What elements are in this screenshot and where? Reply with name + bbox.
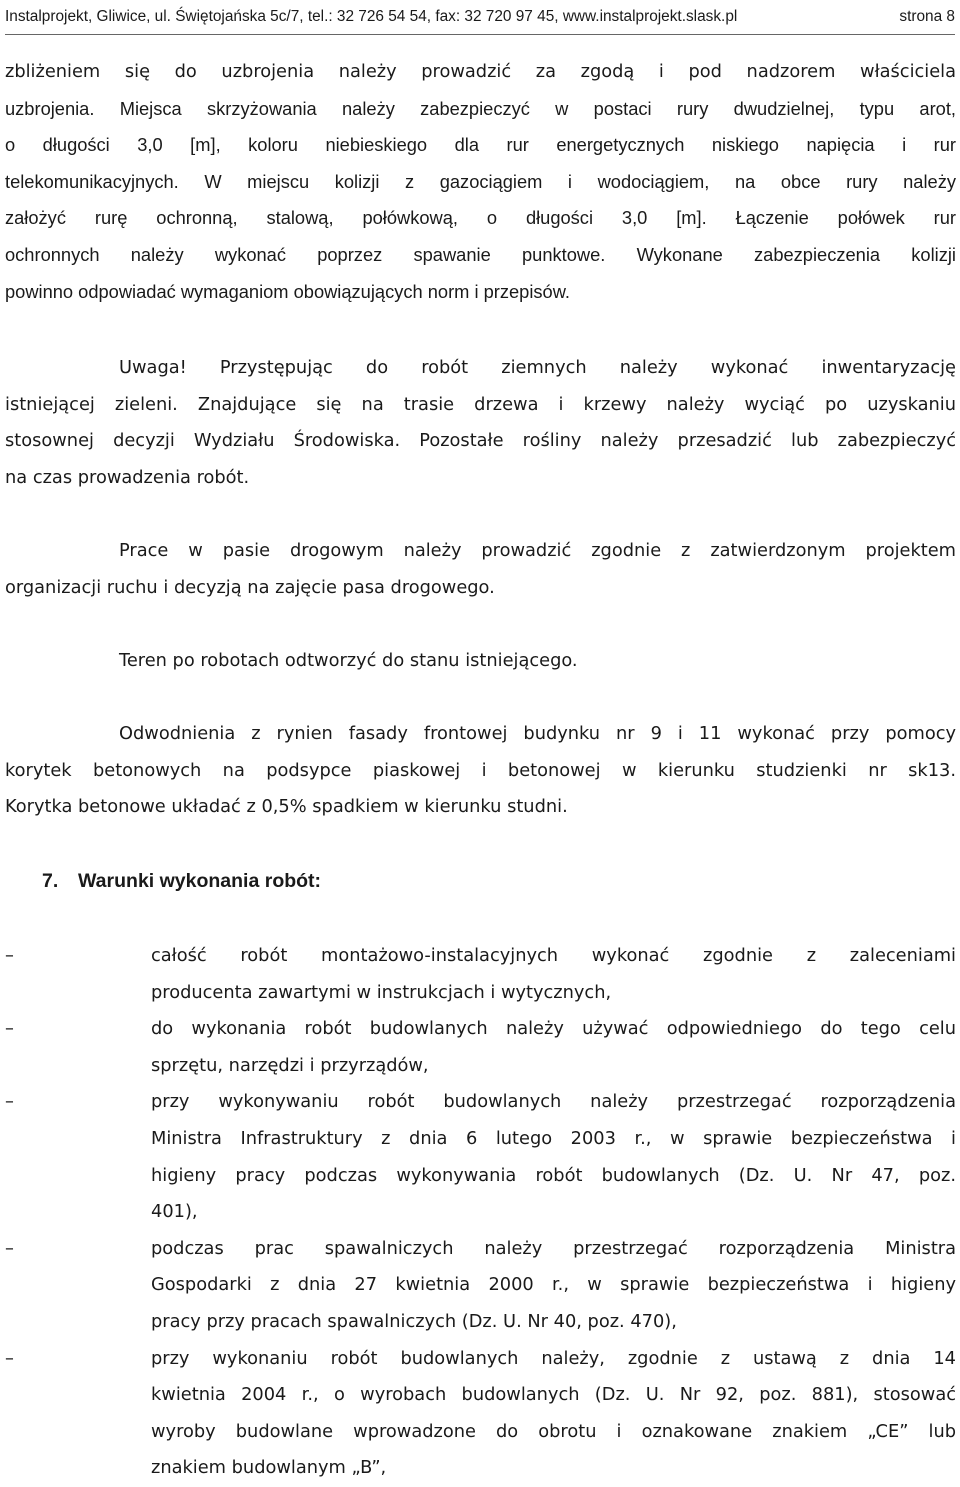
paragraph-line: uzbrojenia. Miejsca skrzyżowania należy zabezpieczyć w postaci rury dwudzielnej, typu arot, [5, 97, 956, 119]
section-number: 7. [42, 870, 59, 892]
section-title-text: Warunki wykonania robót: [78, 870, 322, 892]
paragraph-line: zbliżeniem się do uzbrojenia należy prowadzić za zgodą i pod nadzorem właściciela [5, 61, 956, 82]
section-heading [42, 866, 321, 896]
dash-bullet: – [5, 1347, 14, 1369]
list-item [5, 1084, 956, 1230]
list-item-line: higieny pracy podczas wykonywania robót budowlanych (Dz. U. Nr 47, poz. [151, 1164, 956, 1186]
list-item-line: sprzętu, narzędzi i przyrządów, [151, 1054, 429, 1076]
list-item-line: podczas prac spawalniczych należy przestrzegać rozporządzenia Ministra [151, 1237, 956, 1259]
paragraph-collision-protection [5, 54, 956, 310]
dash-bullet: – [5, 1018, 14, 1040]
paragraph-line: istniejącej zieleni. Znajdujące się na trasie drzewa i krzewy należy wyciąć po uzyskaniu [5, 393, 956, 415]
paragraph-line: o długości 3,0 [m], koloru niebieskiego dla rur energetycznych niskiego napięcia i rur [5, 134, 956, 156]
paragraph-restoration [5, 643, 956, 680]
paragraph-greenery-warning [5, 350, 956, 496]
paragraph-line: korytek betonowych na podsypce piaskowej i betonowej w kierunku studzienki nr sk13. [5, 759, 956, 781]
list-item [5, 938, 956, 1011]
paragraph-road-works [5, 533, 956, 606]
list-item-line: Gospodarki z dnia 27 kwietnia 2000 r., w sprawie bezpieczeństwa i higieny [151, 1274, 956, 1296]
dash-bullet: – [5, 945, 14, 966]
list-item-line: przy wykonywaniu robót budowlanych należy przestrzegać rozporządzenia [151, 1091, 956, 1113]
list-item-line: kwietnia 2004 r., o wyrobach budowlanych (Dz. U. Nr 92, poz. 881), stosować [151, 1384, 956, 1406]
header-page-number: strona 8 [899, 8, 955, 25]
paragraph-line: powinno odpowiadać wymaganiom obowiązujących norm i przepisów. [5, 280, 570, 302]
list-item-line: do wykonania robót budowlanych należy używać odpowiedniego do tego celu [151, 1018, 956, 1040]
work-conditions-list [5, 938, 956, 1487]
header-divider [5, 34, 955, 35]
list-item-line: pracy przy pracach spawalniczych (Dz. U. Nr 40, poz. 470), [151, 1310, 677, 1332]
paragraph-line: na czas prowadzenia robót. [5, 466, 250, 488]
list-item [5, 1011, 956, 1084]
list-item-line: całość robót montażowo-instalacyjnych wykonać zgodnie z zaleceniami [151, 945, 956, 966]
paragraph-line: organizacji ruchu i decyzją na zajęcie pasa drogowego. [5, 576, 495, 598]
dash-bullet: – [5, 1237, 14, 1259]
list-item-line: wyroby budowlane wprowadzone do obrotu i oznakowane znakiem „CE” lub [151, 1420, 956, 1442]
list-item-line: Ministra Infrastruktury z dnia 6 lutego 2003 r., w sprawie bezpieczeństwa i [151, 1127, 956, 1149]
list-item-line: znakiem budowlanym „B”, [151, 1457, 387, 1479]
page-header [5, 7, 955, 31]
paragraph-drainage [5, 716, 956, 826]
paragraph-line: Teren po robotach odtworzyć do stanu istniejącego. [119, 650, 578, 671]
paragraph-line: Korytka betonowe układać z 0,5% spadkiem w kierunku studni. [5, 796, 568, 818]
paragraph-line: Uwaga! Przystępując do robót ziemnych należy wykonać inwentaryzację [119, 357, 956, 378]
paragraph-line: Prace w pasie drogowym należy prowadzić zgodnie z zatwierdzonym projektem [119, 540, 956, 561]
paragraph-line: telekomunikacyjnych. W miejscu kolizji z gazociągiem i wodociągiem, na obce rury należy [5, 170, 956, 192]
paragraph-line: założyć rurę ochronną, stalową, połówkową, o długości 3,0 [m]. Łączenie połówek rur [5, 207, 956, 229]
paragraph-line: ochronnych należy wykonać poprzez spawanie punktowe. Wykonane zabezpieczenia kolizji [5, 243, 956, 265]
list-item [5, 1341, 956, 1487]
paragraph-line: Odwodnienia z rynien fasady frontowej budynku nr 9 i 11 wykonać przy pomocy [119, 723, 956, 744]
header-company-info: Instalprojekt, Gliwice, ul. Świętojańska 5c/7, tel.: 32 726 54 54, fax: 32 720 97 45, www.instalprojekt.slask.pl [5, 8, 738, 25]
list-item-line: producenta zawartymi w instrukcjach i wytycznych, [151, 981, 612, 1003]
list-item [5, 1231, 956, 1341]
list-item-line: 401), [151, 1201, 198, 1223]
paragraph-line: stosownej decyzji Wydziału Środowiska. Pozostałe rośliny należy przesadzić lub zabezpieczyć [5, 430, 956, 452]
dash-bullet: – [5, 1091, 14, 1113]
list-item-line: przy wykonaniu robót budowlanych należy, zgodnie z ustawą z dnia 14 [151, 1347, 956, 1369]
